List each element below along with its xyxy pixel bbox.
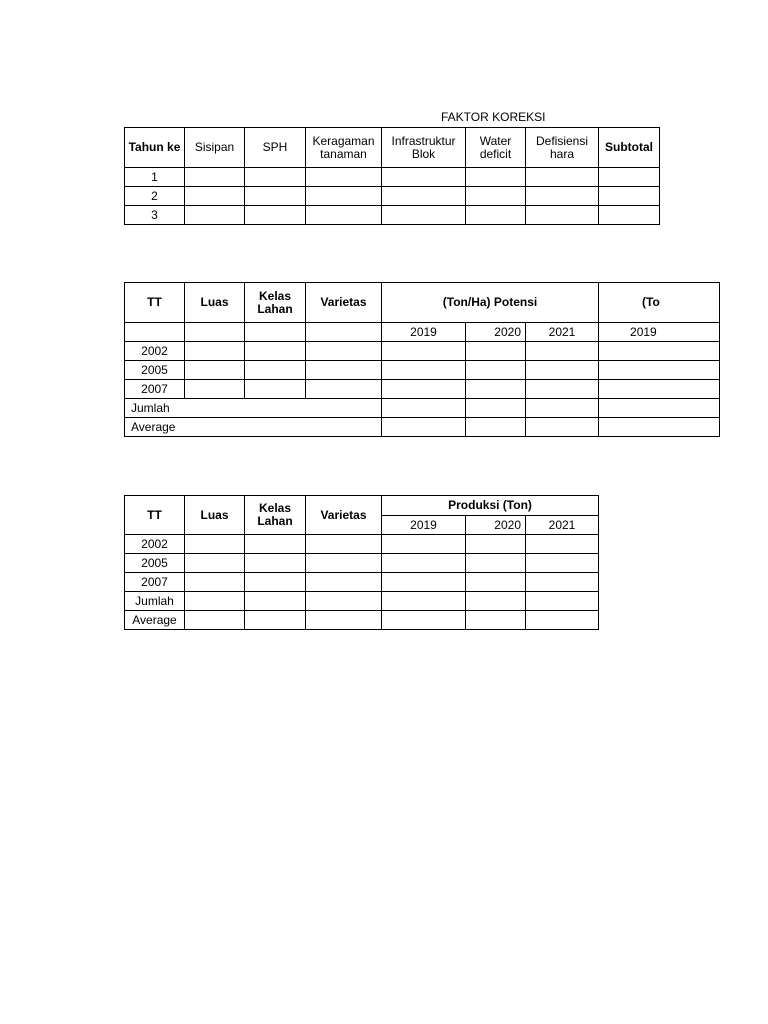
cell[interactable] (185, 206, 245, 225)
cell[interactable] (466, 592, 526, 611)
cell[interactable] (185, 187, 245, 206)
header-cell: Sisipan (185, 128, 245, 168)
table-row (125, 206, 660, 225)
cell[interactable] (466, 611, 526, 630)
cell[interactable] (382, 168, 466, 187)
year-cell: 2019 (382, 516, 466, 535)
cell[interactable] (382, 361, 466, 380)
row-label: 2005 (125, 361, 185, 380)
cell[interactable] (185, 380, 245, 399)
cell[interactable] (466, 399, 526, 418)
average-label: Average (125, 418, 382, 437)
year-row (125, 323, 720, 342)
cell[interactable] (382, 554, 466, 573)
cell[interactable] (466, 342, 526, 361)
cell[interactable] (526, 361, 599, 380)
average-label: Average (125, 611, 185, 630)
header-cell: Varietas (306, 496, 382, 535)
cell[interactable] (382, 206, 466, 225)
cell[interactable] (599, 342, 720, 361)
cell[interactable] (466, 187, 526, 206)
cell[interactable] (466, 206, 526, 225)
cell[interactable] (382, 573, 466, 592)
cell[interactable] (306, 361, 382, 380)
table-row (125, 187, 660, 206)
header-cell: Subtotal (599, 128, 660, 168)
cell[interactable] (599, 399, 720, 418)
cell[interactable] (526, 380, 599, 399)
cell[interactable] (245, 342, 306, 361)
cell[interactable] (382, 592, 466, 611)
header-cell: Luas (185, 496, 245, 535)
cell[interactable] (466, 535, 526, 554)
header-row (125, 496, 599, 516)
jumlah-row (125, 399, 720, 418)
row-label: 2005 (125, 554, 185, 573)
year-cell: 2019 (599, 323, 720, 342)
cell[interactable] (599, 187, 660, 206)
cell[interactable] (245, 206, 306, 225)
header-cell: Kelas Lahan (245, 283, 306, 323)
year-cell: 2021 (526, 323, 599, 342)
cell[interactable] (306, 554, 382, 573)
cell[interactable] (526, 206, 599, 225)
header-cell: Infrastruktur Blok (382, 128, 466, 168)
jumlah-label: Jumlah (125, 592, 185, 611)
cell[interactable] (382, 399, 466, 418)
row-label: 2007 (125, 380, 185, 399)
header-cell: Kelas Lahan (245, 496, 306, 535)
cell[interactable] (245, 554, 306, 573)
cell[interactable] (306, 535, 382, 554)
table-row (125, 168, 660, 187)
header-row (125, 128, 660, 168)
cell[interactable] (306, 323, 382, 342)
cell[interactable] (382, 342, 466, 361)
cell[interactable] (526, 554, 599, 573)
table-row (125, 535, 599, 554)
average-row (125, 611, 599, 630)
year-cell: 2019 (382, 323, 466, 342)
jumlah-label: Jumlah (125, 399, 382, 418)
potensi-table (124, 282, 720, 437)
cell[interactable] (382, 418, 466, 437)
cell[interactable] (185, 554, 245, 573)
header-cell: Varietas (306, 283, 382, 323)
table-row (125, 380, 720, 399)
row-label: 2 (125, 187, 185, 206)
group-header-partial: (To (599, 283, 720, 323)
group-header: (Ton/Ha) Potensi (382, 283, 599, 323)
cell[interactable] (245, 168, 306, 187)
cell[interactable] (185, 592, 245, 611)
cell[interactable] (245, 323, 306, 342)
cell[interactable] (245, 380, 306, 399)
cell[interactable] (185, 361, 245, 380)
cell[interactable] (245, 573, 306, 592)
cell[interactable] (306, 611, 382, 630)
cell[interactable] (185, 342, 245, 361)
cell[interactable] (526, 342, 599, 361)
cell[interactable] (245, 592, 306, 611)
year-cell: 2020 (466, 516, 526, 535)
cell[interactable] (245, 611, 306, 630)
cell[interactable] (245, 187, 306, 206)
cell[interactable] (599, 418, 720, 437)
row-label: 2002 (125, 535, 185, 554)
year-cell: 2021 (526, 516, 599, 535)
cell[interactable] (185, 168, 245, 187)
cell[interactable] (599, 361, 720, 380)
header-cell: Water deficit (466, 128, 526, 168)
cell[interactable] (466, 573, 526, 592)
row-label: 1 (125, 168, 185, 187)
group-header: Produksi (Ton) (382, 496, 599, 516)
cell[interactable] (382, 535, 466, 554)
cell[interactable] (382, 611, 466, 630)
cell[interactable] (125, 323, 185, 342)
header-cell: Luas (185, 283, 245, 323)
cell[interactable] (306, 206, 382, 225)
cell[interactable] (526, 611, 599, 630)
header-cell: TT (125, 496, 185, 535)
cell[interactable] (382, 380, 466, 399)
cell[interactable] (466, 380, 526, 399)
cell[interactable] (526, 168, 599, 187)
header-cell: SPH (245, 128, 306, 168)
row-label: 2002 (125, 342, 185, 361)
cell[interactable] (526, 573, 599, 592)
cell[interactable] (306, 342, 382, 361)
cell[interactable] (526, 187, 599, 206)
cell[interactable] (245, 535, 306, 554)
cell[interactable] (382, 187, 466, 206)
table-row (125, 554, 599, 573)
cell[interactable] (526, 418, 599, 437)
year-cell: 2020 (466, 323, 526, 342)
cell[interactable] (306, 592, 382, 611)
cell[interactable] (526, 399, 599, 418)
cell[interactable] (599, 206, 660, 225)
cell[interactable] (599, 168, 660, 187)
cell[interactable] (185, 535, 245, 554)
cell[interactable] (466, 361, 526, 380)
cell[interactable] (466, 418, 526, 437)
produksi-table (124, 495, 599, 630)
cell[interactable] (245, 361, 306, 380)
faktor-koreksi-table (124, 127, 660, 225)
cell[interactable] (185, 611, 245, 630)
cell[interactable] (466, 168, 526, 187)
cell[interactable] (306, 380, 382, 399)
average-row (125, 418, 720, 437)
cell[interactable] (185, 323, 245, 342)
header-row (125, 283, 720, 323)
cell[interactable] (526, 535, 599, 554)
cell[interactable] (306, 573, 382, 592)
cell[interactable] (526, 592, 599, 611)
table-row (125, 342, 720, 361)
table-row (125, 573, 599, 592)
row-label: 2007 (125, 573, 185, 592)
header-cell: Defisiensi hara (526, 128, 599, 168)
jumlah-row (125, 592, 599, 611)
cell[interactable] (306, 187, 382, 206)
table1-caption: FAKTOR KOREKSI (441, 110, 546, 124)
header-cell: TT (125, 283, 185, 323)
cell[interactable] (306, 168, 382, 187)
cell[interactable] (599, 380, 720, 399)
row-label: 3 (125, 206, 185, 225)
cell[interactable] (466, 554, 526, 573)
cell[interactable] (185, 573, 245, 592)
header-cell: Keragaman tanaman (306, 128, 382, 168)
header-cell: Tahun ke (125, 128, 185, 168)
table-row (125, 361, 720, 380)
